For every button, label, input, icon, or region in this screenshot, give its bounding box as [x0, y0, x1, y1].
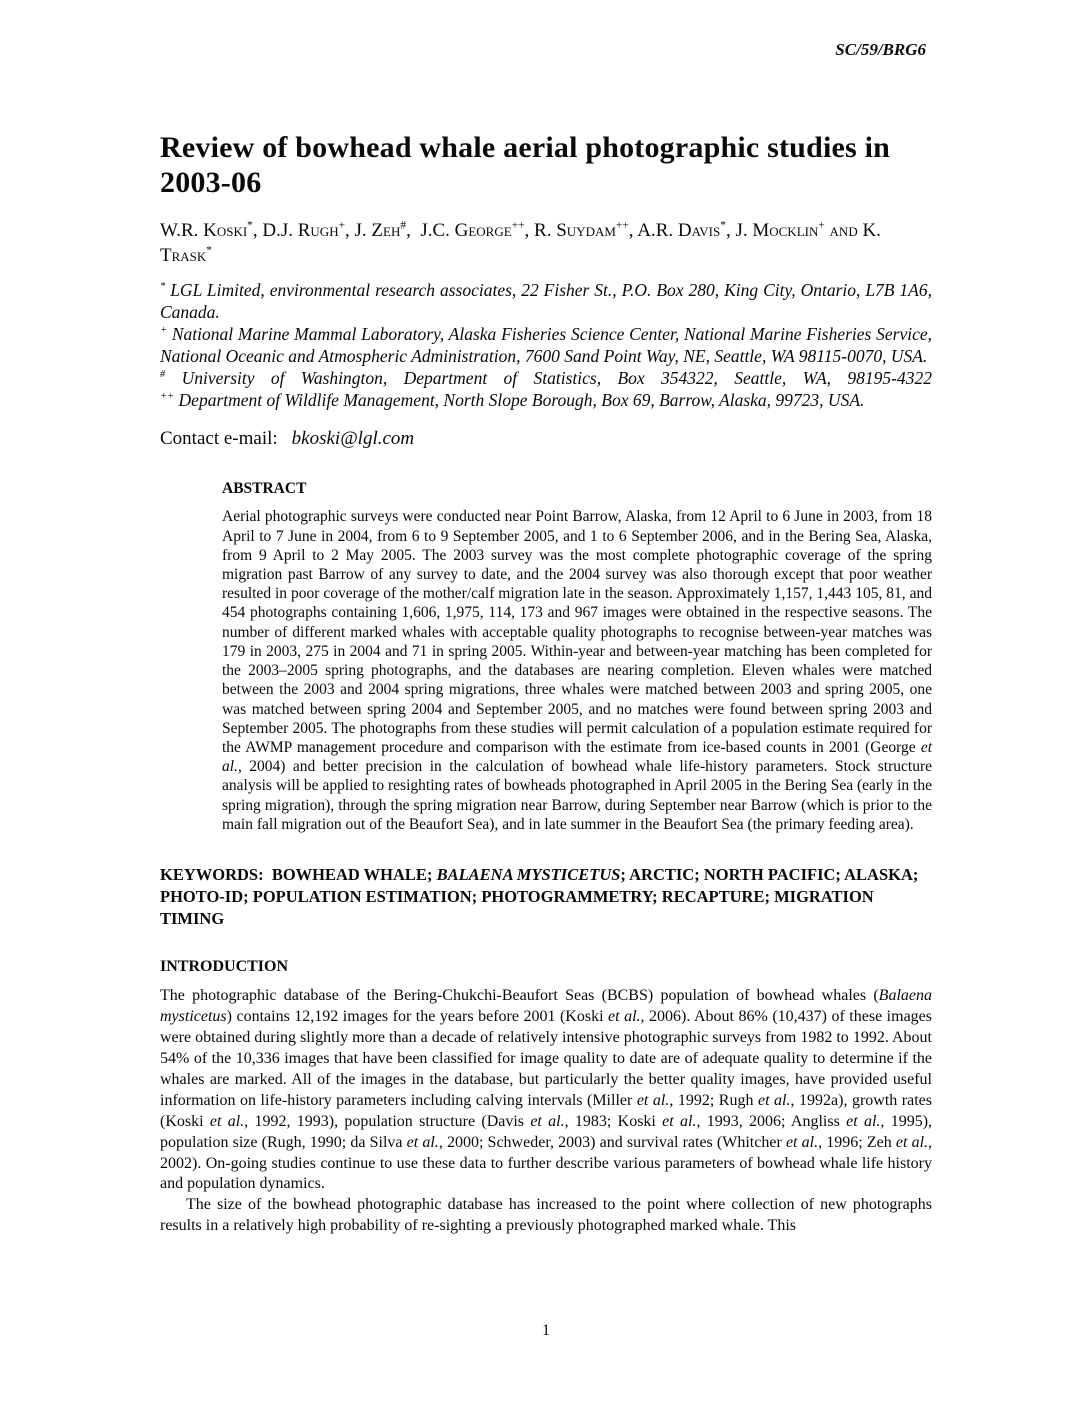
affiliation-uw: # University of Washington, Department of Statistics, Box 354322, Seattle, WA, 98195-4322: [160, 368, 932, 389]
affiliation-nmml: + National Marine Mammal Laboratory, Alaska Fisheries Science Center, National Marine Fisheries Service, National Oceanic and Atmospheric Administration, 7600 Sand Point Way, NE, Seattle, WA 98115-0070, USA.: [160, 324, 932, 367]
page-content: [160, 0, 932, 1237]
abstract-section: [222, 480, 932, 834]
contact-email: bkoski@lgl.com: [291, 428, 415, 450]
affiliation-nsb: ++ Department of Wildlife Management, North Slope Borough, Box 69, Barrow, Alaska, 99723, USA.: [160, 390, 865, 411]
affiliations-block: [160, 279, 932, 411]
contact-label: Contact e-mail:: [160, 428, 278, 450]
authors-line: W.R. Koski*, D.J. Rugh+, J. Zeh#, J.C. George++, R. Suydam++, A.R. Davis*, J. Mocklin+ and K. Trask*: [160, 219, 881, 267]
abstract-heading: ABSTRACT: [222, 480, 307, 498]
affiliation-lgl: * LGL Limited, environmental research associates, 22 Fisher St., P.O. Box 280, King City, Ontario, L7B 1A6, Canada.: [160, 280, 932, 323]
introduction-heading: INTRODUCTION: [160, 957, 289, 975]
page-number: 1: [542, 1322, 550, 1339]
paper-title: Review of bowhead whale aerial photographic studies in 2003-06: [160, 131, 890, 200]
contact-email-line: [160, 428, 932, 450]
introduction-paragraph-2: The size of the bowhead photographic database has increased to the point where collection of new photographs results in a relatively high probability of re-sighting a previously photographed marked whale. This: [160, 1196, 932, 1235]
journal-code: SC/59/BRG6: [835, 40, 926, 59]
introduction-paragraph-1: The photographic database of the Bering-Chukchi-Beaufort Seas (BCBS) population of bowhead whales (Balaena mysticetus) contains 12,192 images for the years before 2001 (Koski et al., 2006). About 86% (10,437) of these images were obtained during slightly more than a decade of relatively intensive photographic surveys from 1982 to 1992. About 54% of the 10,336 images that have been classified for image quality to date are of adequate quality to determine if the whales are marked. All of the images in the database, but particularly the better quality images, have provided useful information on life-history parameters including calving intervals (Miller et al., 1992; Rugh et al., 1992a), growth rates (Koski et al., 1992, 1993), population structure (Davis et al., 1983; Koski et al., 1993, 2006; Angliss et al., 1995), population size (Rugh, 1990; da Silva et al., 2000; Schweder, 2003) and survival rates (Whitcher et al., 1996; Zeh et al., 2002). On-going studies continue to use these data to further describe various parameters of bowhead whale life history and population dynamics.: [160, 986, 933, 1193]
keywords-line: KEYWORDS: BOWHEAD WHALE; BALAENA MYSTICETUS; ARCTIC; NORTH PACIFIC; ALASKA; PHOTO-ID; POPULATION ESTIMATION; PHOTOGRAMMETRY; RECAPTURE; MIGRATION TIMING: [160, 865, 919, 928]
abstract-text: Aerial photographic surveys were conducted near Point Barrow, Alaska, from 12 April to 6 June in 2003, from 18 April to 7 June in 2004, from 6 to 9 September 2005, and 1 to 6 September 2006, and in the Bering Sea, Alaska, from 9 April to 2 May 2005. The 2003 survey was the most complete photographic coverage of the spring migration past Barrow of any survey to date, and the 2004 survey was also thorough except that poor weather resulted in poor coverage of the mother/calf migration late in the season. Approximately 1,157, 1,443 105, 81, and 454 photographs containing 1,606, 1,975, 114, 173 and 967 images were obtained in the respective seasons. The number of different marked whales with acceptable quality photographs to recognise between-year matches was 179 in 2003, 275 in 2004 and 71 in spring 2005. Within-year and between-year matching has been completed for the 2003–2005 spring photographs, and the databases are nearing completion. Eleven whales were matched between the 2003 and 2004 spring migrations, three whales were matched between 2003 and spring 2005, one was matched between spring 2004 and September 2005, and no matches were found between spring 2003 and September 2005. The photographs from these studies will permit calculation of a population estimate required for the AWMP management procedure and comparison with the estimate from ice-based counts in 2001 (George et al., 2004) and better precision in the calculation of bowhead whale life-history parameters. Stock structure analysis will be applied to resighting rates of bowheads photographed in April 2005 in the Bering Sea (early in the spring migration), through the spring migration near Barrow, during September near Barrow (which is prior to the main fall migration out of the Beaufort Sea), and in late summer in the Beaufort Sea (the primary feeding area).: [222, 508, 932, 833]
